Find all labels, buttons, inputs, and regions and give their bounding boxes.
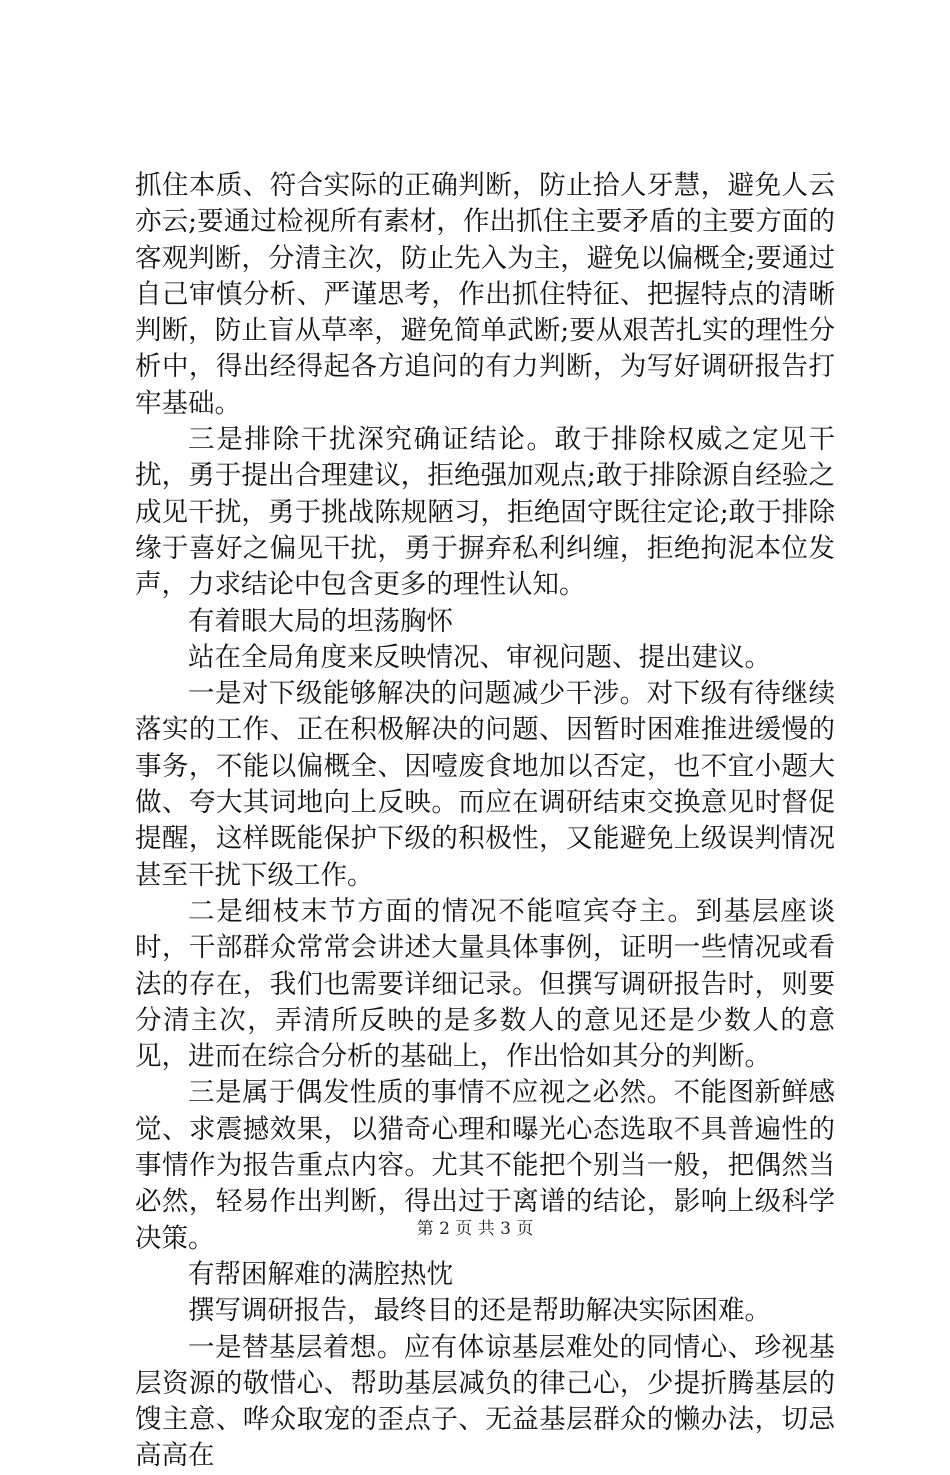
paragraph-continuation: 抓住本质、符合实际的正确判断，防止拾人牙慧，避免人云亦云;要通过检视所有素材，作出抓住主要矛盾的主要方面的客观判断，分清主次，防止先入为主，避免以偏概全;要通过自己审慎分析、严谨思考，作出抓住特征、把握特点的清晰判断，防止盲从草率，避免简单武断;要从艰苦扎实的理性分析中，得出经得起各方追问的有力判断，为写好调研报告打牢基础。 — [135, 170, 835, 419]
section-heading-overall-view: 有着眼大局的坦荡胸怀 — [188, 605, 453, 637]
paragraph-help-intro: 撰写调研报告，最终目的还是帮助解决实际困难。 — [188, 1295, 771, 1327]
document-body — [135, 168, 835, 1475]
paragraph-one-grassroots: 一是替基层着想。应有体谅基层难处的同情心、珍视基层资源的敬惜心、帮助基层减负的律己心，少提折腾基层的馊主意、哗众取宠的歪点子、无益基层群众的懒办法，切忌高高在 — [135, 1331, 835, 1472]
paragraph-two-details: 二是细枝末节方面的情况不能喧宾夺主。到基层座谈时，干部群众常常会讲述大量具体事例，证明一些情况或看法的存在，我们也需要详细记录。但撰写调研报告时，则要分清主次，弄清所反映的是多数人的意见还是少数人的意见，进而在综合分析的基础上，作出恰如其分的判断。 — [135, 895, 835, 1073]
section-heading-help: 有帮困解难的满腔热忱 — [188, 1258, 453, 1290]
paragraph-one-reduce-interference: 一是对下级能够解决的问题减少干涉。对下级有待继续落实的工作、正在积极解决的问题、因暂时困难推进缓慢的事务，不能以偏概全、因噎废食地加以否定，也不宜小题大做、夸大其词地向上反映。而应在调研结束交换意见时督促提醒，这样既能保护下级的积极性，又能避免上级误判情况甚至干扰下级工作。 — [135, 678, 835, 891]
page-number-footer: 第 2 页 共 3 页 — [416, 1219, 534, 1239]
paragraph-overall-intro: 站在全局角度来反映情况、审视问题、提出建议。 — [188, 641, 771, 673]
paragraph-three-exclude-interference: 三是排除干扰深究确证结论。敢于排除权威之定见干扰，勇于提出合理建议，拒绝强加观点;敢于排除源自经验之成见干扰，勇于挑战陈规陋习，拒绝固守既往定论;敢于排除缘于喜好之偏见干扰，勇于摒弃私利纠缠，拒绝拘泥本位发声，力求结论中包含更多的理性认知。 — [135, 424, 835, 601]
paragraph-three-accidental: 三是属于偶发性质的事情不应视之必然。不能图新鲜感觉、求震撼效果，以猎奇心理和曝光心态选取不具普遍性的事情作为报告重点内容。尤其不能把个别当一般，把偶然当必然，轻易作出判断，得出过于离谱的结论，影响上级科学决策。 — [135, 1077, 835, 1254]
